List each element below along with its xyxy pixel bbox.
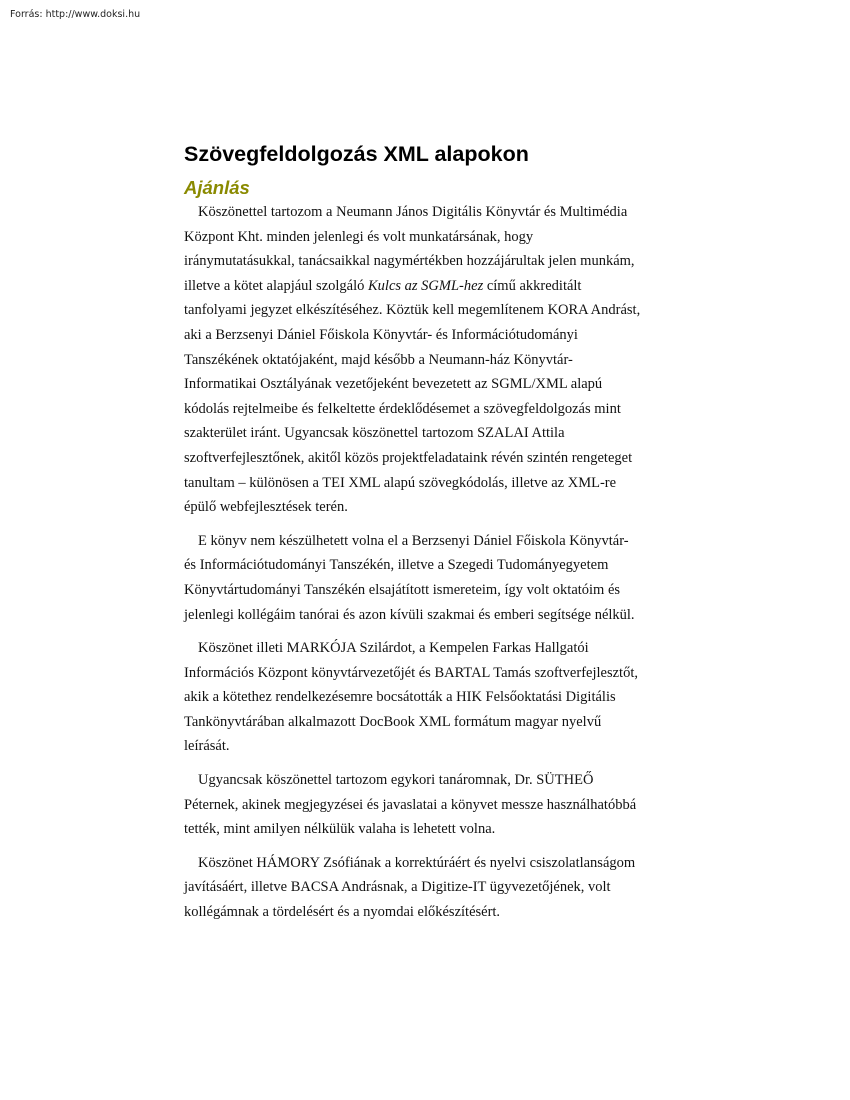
text-line: Informatikai Osztályának vezetőjeként bevezetett az SGML/XML alapú [184,376,603,393]
text-line: tették, mint amilyen nélkülük valaha is lehetett volna. [184,821,496,838]
text-line: iránymutatásukkal, tanácsaikkal nagymértékben hozzájárultak jelen munkám, [184,253,635,270]
section-title: Ajánlás [184,177,250,198]
text-line: kódolás rejtelmeibe és felkeltette érdeklődésemet a szövegfeldolgozás mint [184,400,621,417]
text-line: Tankönyvtárában alkalmazott DocBook XML formátum magyar nyelvű [184,713,602,730]
paragraph-acknowledgement-2 [184,529,674,627]
text-line: aki a Berzsenyi Dániel Főiskola Könyvtár- és Információtudományi [184,326,578,343]
paragraph-acknowledgement-4 [184,768,674,842]
text-fragment: illetve a kötet alapjául szolgáló [184,277,369,294]
text-line [184,274,674,299]
text-line: Könyvtártudományi Tanszékén elsajátított ismereteim, így volt oktatóim és [184,581,621,598]
text-line: kollégámnak a tördelésért és a nyomdai előkészítésért. [184,904,501,921]
text-line: Köszönettel tartozom a Neumann János Digitális Könyvtár és Multimédia [198,204,628,220]
page-content [184,140,674,934]
text-line: tanultam – különösen a TEI XML alapú szövegkódolás, illetve az XML-re [184,474,617,491]
paragraph-acknowledgement-5 [184,851,674,925]
text-line: akik a kötethez rendelkezésemre bocsátották a HIK Felsőoktatási Digitális [184,689,616,706]
text-line: tanfolyami jegyzet elkészítéséhez. Köztük kell megemlítenem KORA Andrást, [184,302,641,319]
source-note: Forrás: http://www.doksi.hu [10,9,141,20]
text-line: E könyv nem készülhetett volna el a Berzsenyi Dániel Főiskola Könyvtár- [198,532,629,549]
text-line: Ugyancsak köszönettel tartozom egykori tanáromnak, Dr. SÜTHEŐ [198,772,594,789]
text-line: jelenlegi kollégáim tanórai és azon kívüli szakmai és emberi segítsége nélkül. [184,606,635,623]
text-line: és Információtudományi Tanszékén, illetve a Szegedi Tudományegyetem [184,557,609,574]
text-line: Péternek, akinek megjegyzései és javaslatai a könyvet messze használhatóbbá [184,796,637,813]
paragraph-acknowledgement-3 [184,636,674,759]
paragraph-acknowledgement-1 [184,200,674,520]
text-line: javításáért, illetve BACSA Andrásnak, a Digitize-IT ügyvezetőjének, volt [184,879,611,896]
book-title-emphasis: Kulcs az SGML-hez [368,277,484,294]
text-line: Központ Kht. minden jelenlegi és volt munkatársának, hogy [184,228,534,245]
text-line: Köszönet HÁMORY Zsófiának a korrektúráért és nyelvi csiszolatlanságom [198,854,636,871]
text-line: Tanszékének oktatójaként, majd később a Neumann-ház Könyvtár- [184,351,573,368]
text-line: Információs Központ könyvtárvezetőjét és BARTAL Tamás szoftverfejlesztőt, [184,664,638,681]
text-line: szakterület iránt. Ugyancsak köszönettel tartozom SZALAI Attila [184,425,565,442]
page-title: Szövegfeldolgozás XML alapokon [184,142,529,166]
text-line: Köszönet illeti MARKÓJA Szilárdot, a Kempelen Farkas Hallgatói [198,640,589,657]
text-line: leírását. [184,738,230,755]
text-line: épülő webfejlesztések terén. [184,499,348,516]
text-fragment: című akkreditált [483,277,582,294]
text-line: szoftverfejlesztőnek, akitől közös projektfeladataink révén szintén rengeteget [184,449,633,466]
